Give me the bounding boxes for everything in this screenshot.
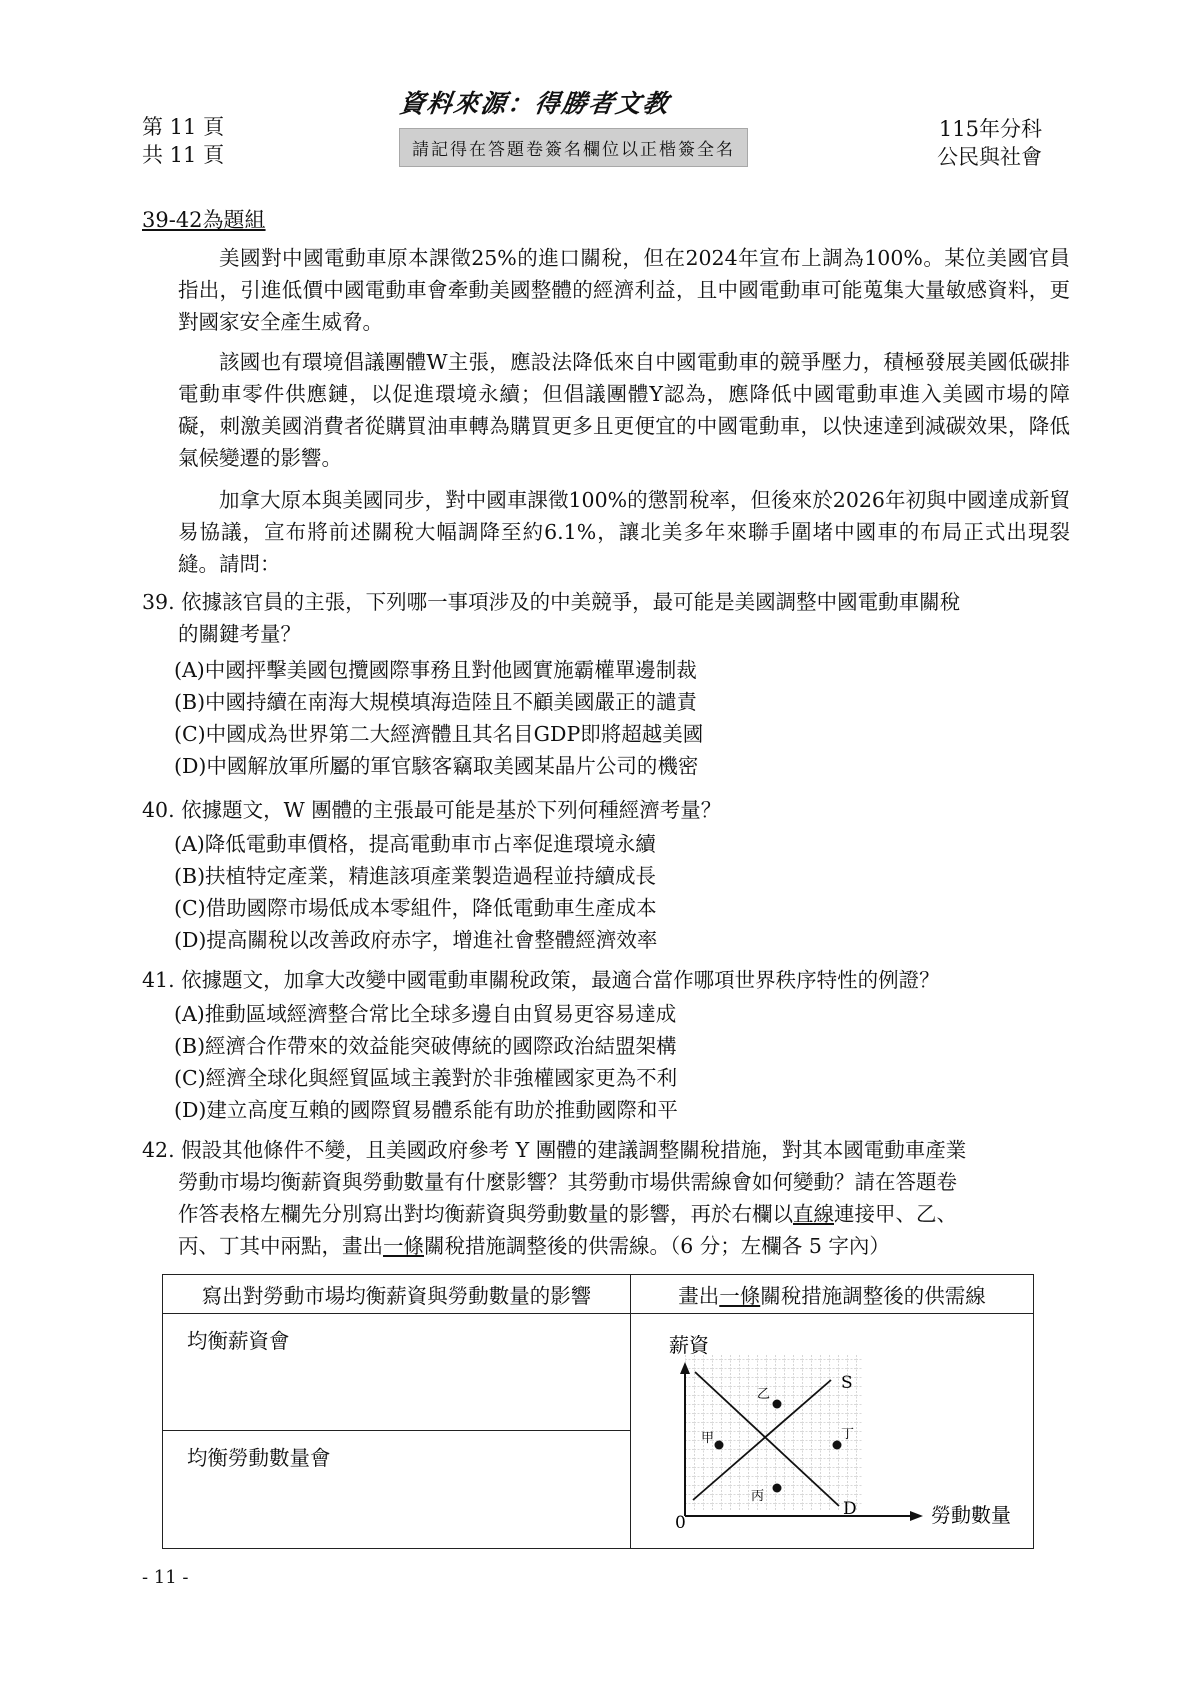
x-axis-label: 勞動數量 [931,1503,1011,1527]
question-text: 丙、丁其中兩點，畫出一條關稅措施調整後的供需線。（6 分；左欄各 5 字內） [178,1234,890,1258]
question-text: 勞動市場均衡薪資與勞動數量有什麼影響？其勞動市場供需線會如何變動？請在答題卷 [178,1170,957,1194]
option-a: (A)中國抨擊美國包攬國際事務且對他國實施霸權單邊制裁 [174,658,697,682]
option-d: (D)中國解放軍所屬的軍官駭客竊取美國某晶片公司的機密 [174,754,699,778]
y-axis-label: 薪資 [669,1333,709,1357]
option-c: (C)中國成為世界第二大經濟體且其名目GDP即將超越美國 [174,722,704,746]
group-title: 39-42為題組 [142,208,266,232]
source-note: 資料來源：得勝者文教 [397,89,672,118]
option-b: (B)經濟合作帶來的效益能突破傳統的國際政治結盟架構 [174,1034,677,1058]
point-label: 丙 [751,1489,765,1504]
point-label: 甲 [701,1431,715,1446]
question-41 [142,964,940,1126]
exam-name: 115年分科 [938,117,1042,141]
right-column-header: 畫出一條關稅措施調整後的供需線 [631,1275,1034,1314]
question-text: 假設其他條件不變，且美國政府參考 Y 團體的建議調整關稅措施，對其本國電動車產業 [181,1138,967,1162]
question-text: 作答表格左欄先分別寫出對均衡薪資與勞動數量的影響，再於右欄以直線連接甲、乙、 [178,1202,957,1226]
graph-cell[interactable] [631,1314,1034,1549]
question-number: 41. [142,968,175,992]
option-c: (C)借助國際市場低成本零組件，降低電動車生產成本 [174,896,657,920]
option-d: (D)建立高度互賴的國際貿易體系能有助於推動國際和平 [174,1098,678,1122]
option-d: (D)提高關稅以改善政府赤字，增進社會整體經濟效率 [174,928,658,952]
question-text: 依據題文，加拿大改變中國電動車關稅政策，最適合當作哪項世界秩序特性的例證？ [181,968,940,992]
quantity-effect-label: 均衡勞動數量會 [187,1446,331,1470]
option-c: (C)經濟全球化與經貿區域主義對於非強權國家更為不利 [174,1066,678,1090]
quantity-effect-cell[interactable] [163,1431,631,1549]
page-total: 共 11 頁 [142,143,225,167]
footer-page-number: - 11 - [142,1567,189,1588]
page-number: 第 11 頁 [142,115,225,139]
passage-paragraph-3: 加拿大原本與美國同步，對中國車課徵100%的懲罰稅率，但後來於2026年初與中國達成新貿易協議，宣布將前述關稅大幅調降至約6.1%，讓北美多年來聯手圍堵中國車的布局正式出現裂縫。請問： [178,488,1070,576]
question-number: 39. [142,590,175,614]
point-label: 乙 [757,1387,771,1402]
question-42 [142,1134,966,1262]
question-number: 40. [142,798,175,822]
supply-label: S [841,1373,853,1393]
demand-label: D [843,1499,857,1519]
question-39 [142,586,960,782]
question-text: 依據題文，W 團體的主張最可能是基於下列何種經濟考量？ [181,798,722,822]
name-banner: 請記得在答題卷簽名欄位以正楷簽全名 [399,128,748,167]
passage-paragraph-1: 美國對中國電動車原本課徵25%的進口關稅，但在2024年宣布上調為100%。某位美國官員指出，引進低價中國電動車會牽動美國整體的經濟利益，且中國電動車可能蒐集大量敏感資料，更對國家安全產生威脅。 [178,246,1070,334]
question-text: 的關鍵考量？ [178,622,301,646]
left-column-header: 寫出對勞動市場均衡薪資與勞動數量的影響 [163,1275,631,1314]
question-40 [142,794,721,956]
x-axis-arrow [910,1511,923,1521]
question-text: 依據該官員的主張，下列哪一事項涉及的中美競爭，最可能是美國調整中國電動車關稅 [181,590,961,614]
point-label: 丁 [841,1427,855,1442]
option-b: (B)中國持續在南海大規模填海造陸且不顧美國嚴正的譴責 [174,690,698,714]
passage-paragraph-2: 該國也有環境倡議團體W主張，應設法降低來自中國電動車的競爭壓力，積極發展美國低碳排電動車零件供應鏈，以促進環境永續；但倡議團體Y認為，應降低中國電動車進入美國市場的障礙，刺激美國消費者從購買油車轉為購買更多且更便宜的中國電動車，以快速達到減碳效果，降低氣候變遷的影響。 [178,350,1070,470]
wage-effect-label: 均衡薪資會 [187,1329,290,1353]
subject-name: 公民與社會 [937,145,1042,169]
answer-table [162,1274,1034,1549]
origin-label: 0 [675,1513,686,1533]
option-a: (A)降低電動車價格，提高電動車市占率促進環境永續 [174,832,656,856]
supply-demand-graph [631,1314,1031,1546]
wage-effect-cell[interactable] [163,1314,631,1431]
option-b: (B)扶植特定產業，精進該項產業製造過程並持續成長 [174,864,657,888]
option-a: (A)推動區域經濟整合常比全球多邊自由貿易更容易達成 [174,1002,677,1026]
question-number: 42. [142,1138,175,1162]
